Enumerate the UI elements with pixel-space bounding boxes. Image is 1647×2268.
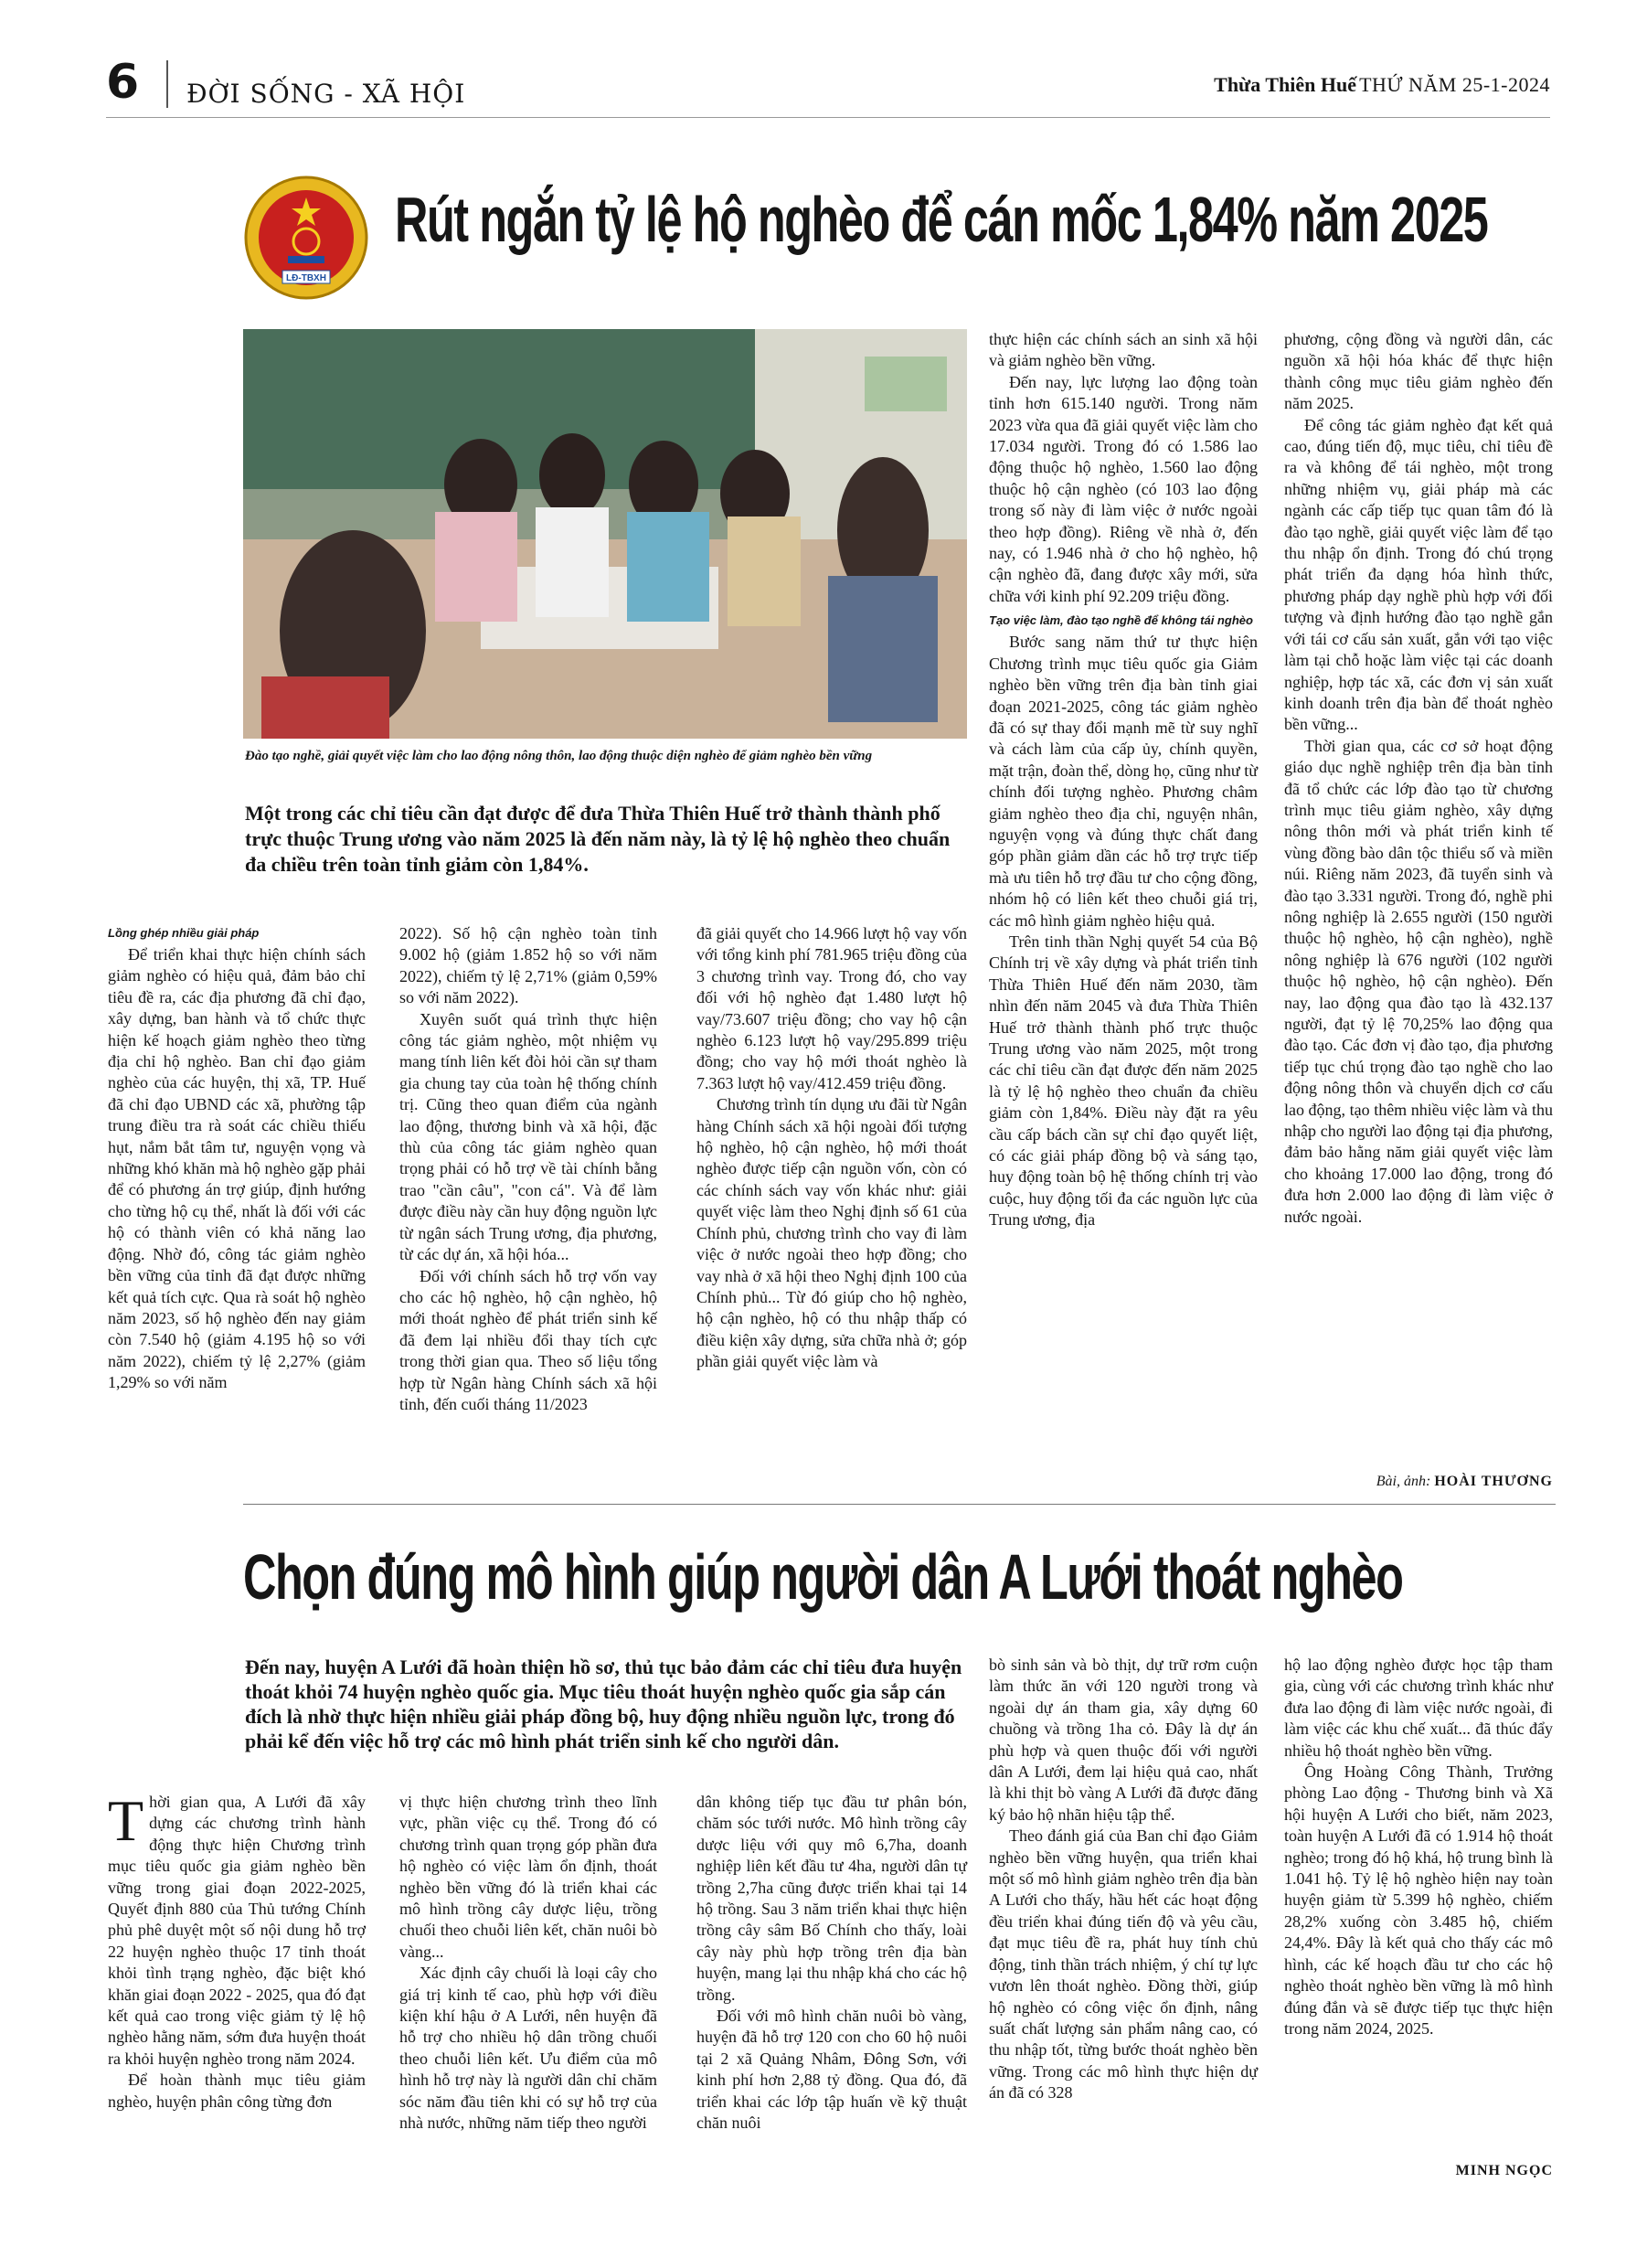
paragraph: Để công tác giảm nghèo đạt kết quả cao, đúng tiến độ, mục tiêu, chỉ tiêu đề ra và không để tái nghèo, một trong những nhiệm vụ, giải pháp mà các ngành các cấp tiếp tục quan tâm đó là đào tạo nghề, giải quyết việc làm để tạo thu nhập ổn định. Trong đó chú trọng phát triển đa dạng hóa hình thức, phương pháp dạy nghề phù hợp với đối tượng và định hướng đào tạo nghề gắn với tái cơ cấu sản xuất, gắn với tạo việc làm tại chỗ hoặc làm việc tại các doanh nghiệp, hợp tác xã, các đơn vị sản xuất kinh doanh trên địa bàn để thoát nghèo bền vững... — [1284, 415, 1553, 734]
paragraph: Thời gian qua, các cơ sở hoạt động giáo dục nghề nghiệp trên địa bàn tỉnh đã tổ chức các lớp đào tạo từ chương trình mục tiêu giảm nghèo, xây dựng nông thôn mới và phát triển kinh tế vùng đồng bào dân tộc thiểu số và miền núi. Riêng năm 2023, đã tuyển sinh và đào tạo 3.331 người. Trong đó, nghề phi nông nghiệp là 2.655 người (150 người thuộc hộ nghèo, hộ cận nghèo), nghề nông nghiệp là 676 người (102 người thuộc hộ nghèo, hộ cận nghèo). Đến nay, lao động qua đào tạo là 432.137 người, đạt tỷ lệ 70,25% lao động qua đào tạo. Các đơn vị đào tạo, địa phương tiếp tục chú trọng đào tạo nghề cho lao động nông thôn và chuyển dịch cơ cấu lao động, tạo thêm nhiều việc làm và thu nhập cho người lao động tại địa phương, đảm bảo hằng năm giải quyết việc làm cho khoảng 17.000 lao động, trong đó đưa hơn 2.000 lao động đi làm việc ở nước ngoài. — [1284, 736, 1553, 1226]
article2-column-1 — [108, 1788, 366, 2113]
article1-photo — [243, 329, 967, 739]
paragraph: Ông Hoàng Công Thành, Trưởng phòng Lao động - Thương binh và Xã hội huyện A Lưới cho biết, năm 2023, toàn huyện A Lưới đã có 1.914 hộ thoát nghèo; trong đó hộ khá, hộ trung bình là 1.041 hộ. Tỷ lệ hộ nghèo hiện nay toàn huyện giảm từ 5.399 hộ nghèo, chiếm 28,2% xuống còn 3.485 hộ, chiếm 24,4%. Đây là kết quả cho thấy các mô hình, các kế hoạch đầu tư cho các hộ nghèo thoát nghèo bền vững là mô hình đúng đắn và sẽ được tiếp tục thực hiện trong năm 2024, 2025. — [1284, 1762, 1553, 2038]
paragraph: Đối với chính sách hỗ trợ vốn vay cho các hộ nghèo, hộ cận nghèo, hộ mới thoát nghèo để phát triển sinh kế đã đem lại nhiều đổi thay tích cực trong thời gian qua. Theo số liệu tổng hợp từ Ngân hàng Chính sách xã hội tỉnh, đến cuối tháng 11/2023 — [399, 1266, 657, 1413]
issue-date: THỨ NĂM 25-1-2024 — [1359, 73, 1550, 96]
article2-column-4 — [989, 1655, 1258, 2104]
paragraph: Theo đánh giá của Ban chỉ đạo Giảm nghèo bền vững huyện, qua triển khai một số mô hình giảm nghèo trên địa bàn A Lưới cho thấy, hầu hết các hoạt động đều triển khai đúng tiến độ và yêu cầu, đạt mục tiêu đề ra, phát huy tính chủ động, tinh thần trách nhiệm, ý chí tự lực vươn lên thoát nghèo. Đồng thời, giúp hộ nghèo có công việc ổn định, nâng suất chất lượng sản phẩm nâng cao, có thu nhập tốt, từng bước thoát nghèo bền vững. Trong các mô hình thực hiện dự án đã có 328 — [989, 1826, 1258, 2103]
byline-author: MINH NGỌC — [1455, 2163, 1553, 2178]
section-name: ĐỜI SỐNG - XÃ HỘI — [186, 79, 466, 109]
article1-lead: Một trong các chỉ tiêu cần đạt được để đưa Thừa Thiên Huế trở thành thành phố trực thuộc Trung ương vào năm 2025 là đến năm này, là tỷ lệ hộ nghèo theo chuẩn đa chiều trên toàn tỉnh giảm còn 1,84%. — [245, 802, 951, 876]
paragraph: thực hiện các chính sách an sinh xã hội và giảm nghèo bền vững. — [989, 330, 1258, 370]
page-number: 6 — [106, 55, 140, 110]
paragraph: phương, cộng đồng và người dân, các nguồn xã hội hóa khác để thực hiện thành công mục tiêu giảm nghèo đến năm 2025. — [1284, 330, 1553, 413]
paragraph: 2022). Số hộ cận nghèo toàn tỉnh 9.002 hộ (giảm 1.852 hộ so với năm 2022), chiếm tỷ lệ 2,71% (giảm 0,59% so với năm 2022). — [399, 924, 657, 1007]
paragraph: vị thực hiện chương trình theo lĩnh vực, phần việc cụ thể. Trong đó có chương trình quan trọng góp phần đưa hộ nghèo có việc làm ổn định, thoát nghèo bền vững đó là triển khai các mô hình trồng cây dược liệu, trồng chuối theo chuỗi liên kết, chăn nuôi bò vàng... — [399, 1793, 657, 1961]
emblem-label: LĐ-TBXH — [286, 273, 326, 283]
ministry-emblem-icon — [242, 174, 370, 302]
article2-column-3 — [696, 1792, 967, 2135]
article1-column-4 — [989, 329, 1258, 1231]
article2-lead: Đến nay, huyện A Lưới đã hoàn thiện hồ sơ, thủ tục bảo đảm các chỉ tiêu đưa huyện thoát khỏi 74 huyện nghèo quốc gia. Mục tiêu thoát huyện nghèo quốc gia sắp cán đích là nhờ thực hiện nhiều giải pháp đồng bộ, huy động nhiều nguồn lực, trong đó phải kể đến việc hỗ trợ các mô hình phát triển sinh kế cho người dân. — [245, 1656, 962, 1752]
article2-column-5 — [1284, 1655, 1553, 2039]
paragraph: Đến nay, lực lượng lao động toàn tỉnh hơn 615.140 người. Trong năm 2023 vừa qua đã giải quyết việc làm cho 17.034 người. Trong đó có 1.586 lao động thuộc hộ nghèo, 1.560 lao động thuộc hộ cận nghèo (có 103 lao động trong số này đi làm việc ở nước ngoài theo hợp đồng). Riêng về nhà ở, đến nay, có 1.946 nhà ở cho hộ nghèo, hộ cận nghèo đã, đang được xây mới, sửa chữa với kinh phí 92.209 triệu đồng. — [989, 372, 1258, 605]
paragraph: Xác định cây chuối là loại cây cho giá trị kinh tế cao, phù hợp với điều kiện khí hậu ở A Lưới, nên huyện đã hỗ trợ cho nhiều hộ dân trồng chuối theo chuỗi liên kết. Ưu điểm của mô hình hỗ trợ này là người dân chỉ chăm sóc năm đầu tiên khi có sự hỗ trợ của nhà nước, những năm tiếp theo người — [399, 1964, 657, 2133]
article1-column-2 — [399, 923, 657, 1415]
page-header — [106, 53, 1550, 118]
paragraph: bò sinh sản và bò thịt, dự trữ rơm cuộn làm thức ăn với 120 người trong và ngoài dự án tham gia, xây dựng 60 chuồng và trồng 1ha cỏ. Đây là dự án phù hợp và quen thuộc đối với người dân A Lưới, đem lại hiệu quả cao, nhất là khi thịt bò vàng A Lưới đã được đăng ký bảo hộ nhãn hiệu tập thể. — [989, 1656, 1258, 1824]
article2-byline — [1284, 2163, 1553, 2179]
paragraph: hộ lao động nghèo được học tập tham gia, cùng với các chương trình khác như đưa lao động đi làm việc nước ngoài, đi làm việc các khu chế xuất... đã thúc đẩy nhiều hộ thoát nghèo bền vững. — [1284, 1656, 1553, 1760]
paragraph: Để hoàn thành mục tiêu giảm nghèo, huyện phân công từng đơn — [108, 2071, 366, 2111]
paragraph: đã giải quyết cho 14.966 lượt hộ vay vốn với tổng kinh phí 781.965 triệu đồng của 3 chương trình vay. Trong đó, cho vay đối với hộ nghèo đạt 1.480 lượt hộ vay/73.607 triệu đồng; cho vay hộ cận nghèo 6.123 lượt hộ vay/295.899 triệu đồng; cho vay hộ mới thoát nghèo là 7.363 lượt hộ vay/412.459 triệu đồng. — [696, 924, 967, 1092]
article1-column-3 — [696, 923, 967, 1373]
photo-caption: Đào tạo nghề, giải quyết việc làm cho lao động nông thôn, lao động thuộc diện nghèo để giảm nghèo bền vững — [245, 749, 873, 763]
paragraph: Chương trình tín dụng ưu đãi từ Ngân hàng Chính sách xã hội ngoài đối tượng hộ nghèo, hộ cận nghèo, hộ mới thoát nghèo được tiếp cận nguồn vốn, còn có các chính sách vay vốn khác như: giải quyết việc làm theo Nghị định số 61 của Chính phủ, chương trình cho vay đi làm việc ở nước ngoài theo hợp đồng; cho vay nhà ở xã hội theo Nghị định 100 của Chính phủ... Từ đó giúp cho hộ nghèo, hộ cận nghèo, hộ có thu nhập thấp có điều kiện xây dựng, sửa chữa nhà ở; góp phần giải quyết việc làm và — [696, 1095, 967, 1371]
article1-subhead-2: Tạo việc làm, đào tạo nghề để không tái nghèo — [989, 613, 1253, 628]
newspaper-name: Thừa Thiên Huế — [1214, 73, 1356, 96]
article2-title: Chọn đúng mô hình giúp người dân A Lưới thoát nghèo — [243, 1541, 1403, 1613]
article1-column-1 — [108, 925, 366, 1394]
header-divider — [166, 60, 168, 108]
drop-cap: T — [108, 1788, 144, 1853]
article1-byline — [1284, 1474, 1553, 1490]
article1-column-5 — [1284, 329, 1553, 1228]
article2-column-2 — [399, 1792, 657, 2135]
article1-subhead-1: Lồng ghép nhiều giải pháp — [108, 926, 260, 940]
article-divider — [243, 1504, 1556, 1505]
paragraph: hời gian qua, A Lưới đã xây dựng các chương trình hành động thực hiện Chương trình mục tiêu quốc gia giảm nghèo bền vững trong giai đoạn 2022-2025, Quyết định 880 của Thủ tướng Chính phủ phê duyệt một số nội dung hỗ trợ 22 huyện nghèo thuộc 17 tỉnh thoát khỏi tình trạng nghèo, đặc biệt khó khăn giai đoạn 2022 - 2025, qua đó đạt kết quả cao trong việc giảm tỷ lệ hộ nghèo hằng năm, sớm đưa huyện thoát ra khỏi huyện nghèo trong năm 2024. — [108, 1793, 366, 2068]
paragraph: Xuyên suốt quá trình thực hiện công tác giảm nghèo, một nhiệm vụ mang tính liên kết đòi hỏi cần sự tham gia chung tay của toàn hệ thống chính trị. Cũng theo quan điểm của ngành lao động, thương binh và xã hội, đặc thù của công tác giảm nghèo quan trọng phải có hỗ trợ về tài chính bằng trao "cần câu", "con cá". Và để làm được điều này cần huy động nguồn lực từ ngân sách Trung ương, địa phương, từ các dự án, xã hội hóa... — [399, 1009, 657, 1264]
paragraph: Để triển khai thực hiện chính sách giảm nghèo có hiệu quả, đảm bảo chỉ tiêu đề ra, các địa phương đã chỉ đạo, xây dựng, ban hành và tổ chức thực hiện kế hoạch giảm nghèo theo từng địa chỉ hộ nghèo. Ban chỉ đạo giảm nghèo của các huyện, thị xã, TP. Huế đã chỉ đạo UBND các xã, phường tập trung điều tra rà soát các chiều thiếu hụt, nắm bắt tâm tư, nguyện vọng và những khó khăn mà hộ nghèo gặp phải để có phương án trợ giúp, định hướng cho từng hộ cụ thể, nhất là đối với các hộ có thành viên có khả năng lao động. Nhờ đó, công tác giảm nghèo bền vững của tỉnh đã đạt được những kết quả tích cực. Qua rà soát hộ nghèo năm 2023, số hộ nghèo đến nay giảm còn 7.540 hộ (giảm 4.195 hộ so với năm 2022), chiếm tỷ lệ 2,27% (giảm 1,29% so với năm — [108, 945, 366, 1392]
paragraph: Đối với mô hình chăn nuôi bò vàng, huyện đã hỗ trợ 120 con cho 60 hộ nuôi tại 2 xã Quảng Nhâm, Đông Sơn, với kinh phí hơn 2,88 tỷ đồng. Qua đó, đã triển khai các lớp tập huấn về kỹ thuật chăn nuôi — [696, 2007, 967, 2133]
paragraph: Trên tinh thần Nghị quyết 54 của Bộ Chính trị về xây dựng và phát triển tỉnh Thừa Thiên Huế đến năm 2030, tầm nhìn đến năm 2045 và đưa Thừa Thiên Huế trở thành thành phố trực thuộc Trung ương vào năm 2025, một trong các chỉ tiêu cần đạt được đến năm 2025 là tỷ lệ hộ nghèo theo chuẩn đa chiều giảm còn 1,84%. Điều này đặt ra yêu cầu cấp bách cần sự chỉ đạo quyết liệt, có các giải pháp đồng bộ và sáng tạo, huy động toàn bộ hệ thống chính trị vào cuộc, huy động tối đa các nguồn lực của Trung ương, địa — [989, 932, 1258, 1230]
byline-author: HOÀI THƯƠNG — [1434, 1474, 1553, 1489]
paragraph: dân không tiếp tục đầu tư phân bón, chăm sóc tưới nước. Mô hình trồng cây dược liệu với quy mô 6,7ha, doanh nghiệp liên kết đầu tư 4ha, người dân tự trồng 2,7ha cũng được triển khai tại 14 hộ trồng. Sau 3 năm triển khai thực hiện trồng cây sâm Bố Chính cho thấy, loài cây này phù hợp trồng trên địa bàn huyện, mang lại thu nhập khá cho các hộ trồng. — [696, 1793, 967, 2004]
article1-title: Rút ngắn tỷ lệ hộ nghèo để cán mốc 1,84% năm 2025 — [395, 184, 1488, 255]
byline-prefix: Bài, ảnh: — [1376, 1474, 1431, 1489]
paragraph: Bước sang năm thứ tư thực hiện Chương trình mục tiêu quốc gia Giảm nghèo bền vững trên địa bàn tỉnh giai đoạn 2021-2025, công tác giảm nghèo đã có sự thay đổi mạnh mẽ từ suy nghĩ và cách làm của cấp ủy, chính quyền, mặt trận, đoàn thể, dòng họ, cũng như từ chính đối tượng nghèo. Phương châm giảm nghèo theo địa chỉ, nguyện nhân, nguyện vọng và đúng thực chất đang góp phần giảm dần các hỗ trợ trực tiếp mà ưu tiên hỗ trợ đầu tư cho cộng đồng, nhóm hộ có liên kết theo chuỗi giá trị, các mô hình giảm nghèo hiệu quả. — [989, 633, 1258, 930]
